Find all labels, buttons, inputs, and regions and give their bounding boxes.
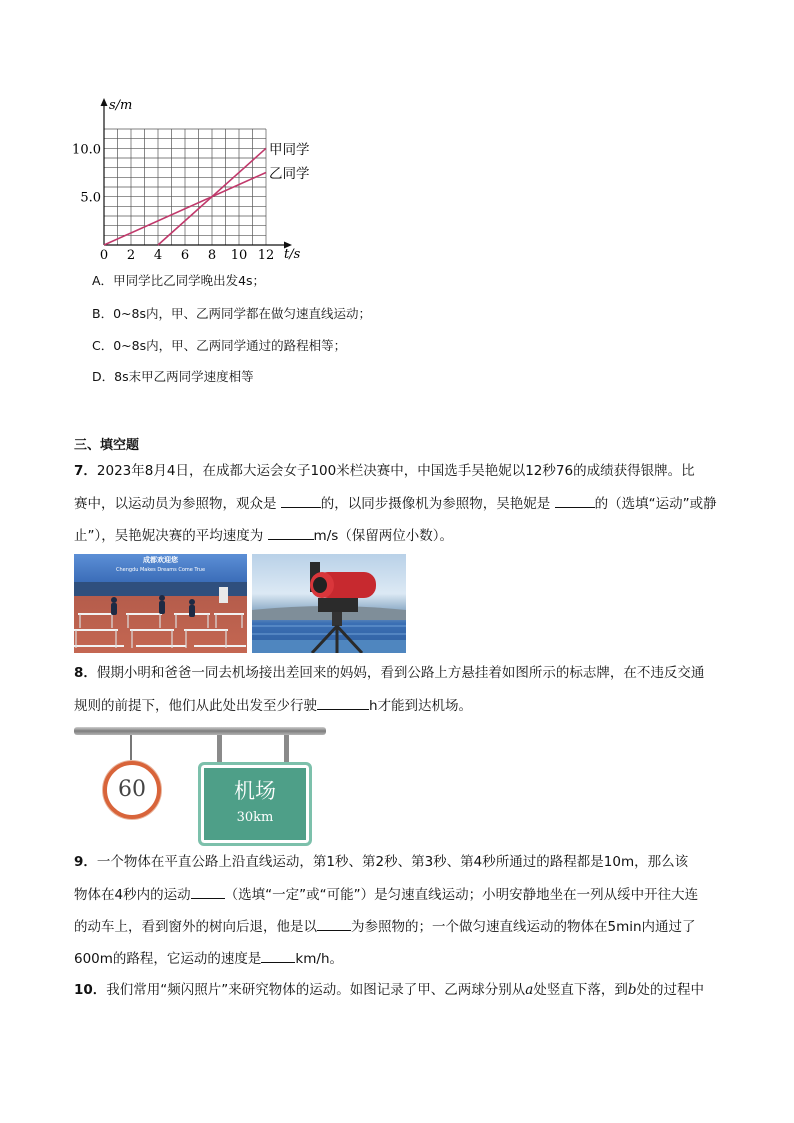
q7-text: m/s（保留两位小数）。 bbox=[313, 528, 454, 544]
question-number: 9． bbox=[74, 854, 97, 870]
y-tick-label: 10.0 bbox=[72, 142, 101, 158]
q9-text: km/h。 bbox=[295, 951, 343, 967]
camera-photo bbox=[252, 554, 406, 653]
graph-grid bbox=[104, 129, 266, 245]
answer-blank-7[interactable] bbox=[261, 948, 295, 963]
q9-text: 的动车上，看到窗外的树向后退，他是以 bbox=[74, 919, 317, 935]
q9-text: 一个物体在平直公路上沿直线运动，第1秒、第2秒、第3秒、第4秒所通过的路程都是10m，那么该 bbox=[96, 854, 689, 870]
road-sign bbox=[74, 724, 328, 842]
answer-blank-2[interactable] bbox=[555, 493, 595, 508]
x-tick-label: 12 bbox=[257, 248, 275, 263]
answer-blank-1[interactable] bbox=[281, 493, 321, 508]
answer-blank-5[interactable] bbox=[191, 884, 225, 899]
airport-sign-title: 机场 bbox=[234, 779, 276, 803]
q9-text: 物体在4秒内的运动 bbox=[74, 887, 191, 903]
q9-line-1 bbox=[74, 852, 688, 872]
q8-line-1 bbox=[74, 663, 704, 683]
q7-line-2 bbox=[74, 493, 717, 514]
series-label-yi: 乙同学 bbox=[269, 166, 310, 182]
x-tick-label: 6 bbox=[180, 248, 190, 263]
series-label-jia: 甲同学 bbox=[269, 142, 310, 158]
hurdles-photo bbox=[74, 554, 247, 653]
hurdles-drawing bbox=[74, 554, 247, 653]
airport-sign-distance: 30km bbox=[236, 810, 274, 825]
banner-text: 成都欢迎您 bbox=[143, 556, 178, 564]
answer-blank-3[interactable] bbox=[268, 525, 314, 540]
airport-sign bbox=[198, 762, 312, 846]
sign-rod bbox=[217, 735, 222, 765]
x-tick-label: 0 bbox=[99, 248, 109, 263]
q9-line-4 bbox=[74, 948, 343, 969]
option-c[interactable] bbox=[92, 337, 346, 355]
q9-text: （选填“一定”或“可能”）是匀速直线运动；小明安静地坐在一列从绥中开往大连 bbox=[224, 887, 699, 903]
option-b[interactable] bbox=[92, 305, 371, 323]
st-graph bbox=[60, 92, 330, 264]
q9-text: 600m的路程，它运动的速度是 bbox=[74, 951, 262, 967]
x-tick-label: 4 bbox=[153, 248, 163, 263]
q7-text: 止”），吴艳妮决赛的平均速度为 bbox=[74, 528, 268, 544]
x-tick-labels bbox=[100, 248, 274, 263]
x-tick-label: 10 bbox=[230, 248, 248, 263]
option-letter: C． bbox=[92, 338, 114, 353]
option-text: 0~8s内，甲、乙两同学都在做匀速直线运动； bbox=[113, 306, 371, 321]
option-text: 甲同学比乙同学晚出发4s； bbox=[113, 273, 266, 288]
option-d[interactable] bbox=[92, 368, 254, 386]
point-b-label: b bbox=[627, 982, 637, 998]
option-letter: B． bbox=[92, 306, 114, 321]
option-a[interactable] bbox=[92, 272, 265, 290]
point-a-label: a bbox=[525, 982, 534, 998]
speed-limit-value: 60 bbox=[118, 777, 146, 802]
q7-text: 2023年8月4日，在成都大运会女子100米栏决赛中，中国选手吴艳妮以12秒76的成绩获得银牌。比 bbox=[96, 463, 695, 479]
camera-drawing bbox=[252, 554, 406, 653]
sign-rod bbox=[284, 735, 289, 765]
q7-text: 的，以同步摄像机为参照物，吴艳妮是 bbox=[320, 496, 555, 512]
q7-text: 赛中，以运动员为参照物，观众是 bbox=[74, 496, 281, 512]
sign-bar bbox=[74, 727, 326, 735]
question-number: 10． bbox=[74, 982, 107, 998]
option-text: 0~8s内，甲、乙两同学通过的路程相等； bbox=[113, 338, 347, 353]
q9-line-2 bbox=[74, 884, 698, 905]
y-tick-labels bbox=[72, 142, 101, 205]
speed-limit-sign bbox=[103, 761, 161, 819]
q10-line-1 bbox=[74, 980, 704, 1000]
q10-text: 处的过程中 bbox=[636, 982, 705, 998]
x-axis-label: t/s bbox=[284, 247, 301, 262]
option-text: 8s末甲乙两同学速度相等 bbox=[114, 369, 254, 384]
section-title: 三、填空题 bbox=[74, 438, 140, 453]
q7-line-1 bbox=[74, 461, 695, 481]
y-tick-label: 5.0 bbox=[80, 190, 101, 206]
answer-blank-4[interactable] bbox=[317, 695, 369, 710]
question-number: 8． bbox=[74, 665, 97, 681]
q9-text: 为参照物的；一个做匀速直线运动的物体在5min内通过了 bbox=[351, 919, 696, 935]
option-letter: A． bbox=[92, 273, 114, 288]
q8-text: 规则的前提下，他们从此处出发至少行驶 bbox=[74, 698, 317, 714]
q8-line-2 bbox=[74, 695, 472, 716]
banner-subtext: Chengdu Makes Dreams Come True bbox=[115, 567, 206, 573]
question-number: 7． bbox=[74, 463, 97, 479]
x-tick-label: 2 bbox=[126, 248, 136, 263]
q10-text: 处竖直下落，到 bbox=[533, 982, 628, 998]
q9-line-3 bbox=[74, 916, 696, 937]
q10-text: 我们常用“频闪照片”来研究物体的运动。如图记录了甲、乙两球分别从 bbox=[106, 982, 526, 998]
y-axis-label: s/m bbox=[109, 98, 133, 113]
q7-text: 的（选填“运动”或静 bbox=[594, 496, 717, 512]
q8-text: 假期小明和爸爸一同去机场接出差回来的妈妈，看到公路上方悬挂着如图所示的标志牌，在不违反交通 bbox=[96, 665, 705, 681]
x-tick-label: 8 bbox=[207, 248, 217, 263]
option-letter: D． bbox=[92, 369, 115, 384]
q8-text: h才能到达机场。 bbox=[369, 698, 473, 714]
q7-line-3 bbox=[74, 525, 453, 546]
answer-blank-6[interactable] bbox=[317, 916, 351, 931]
